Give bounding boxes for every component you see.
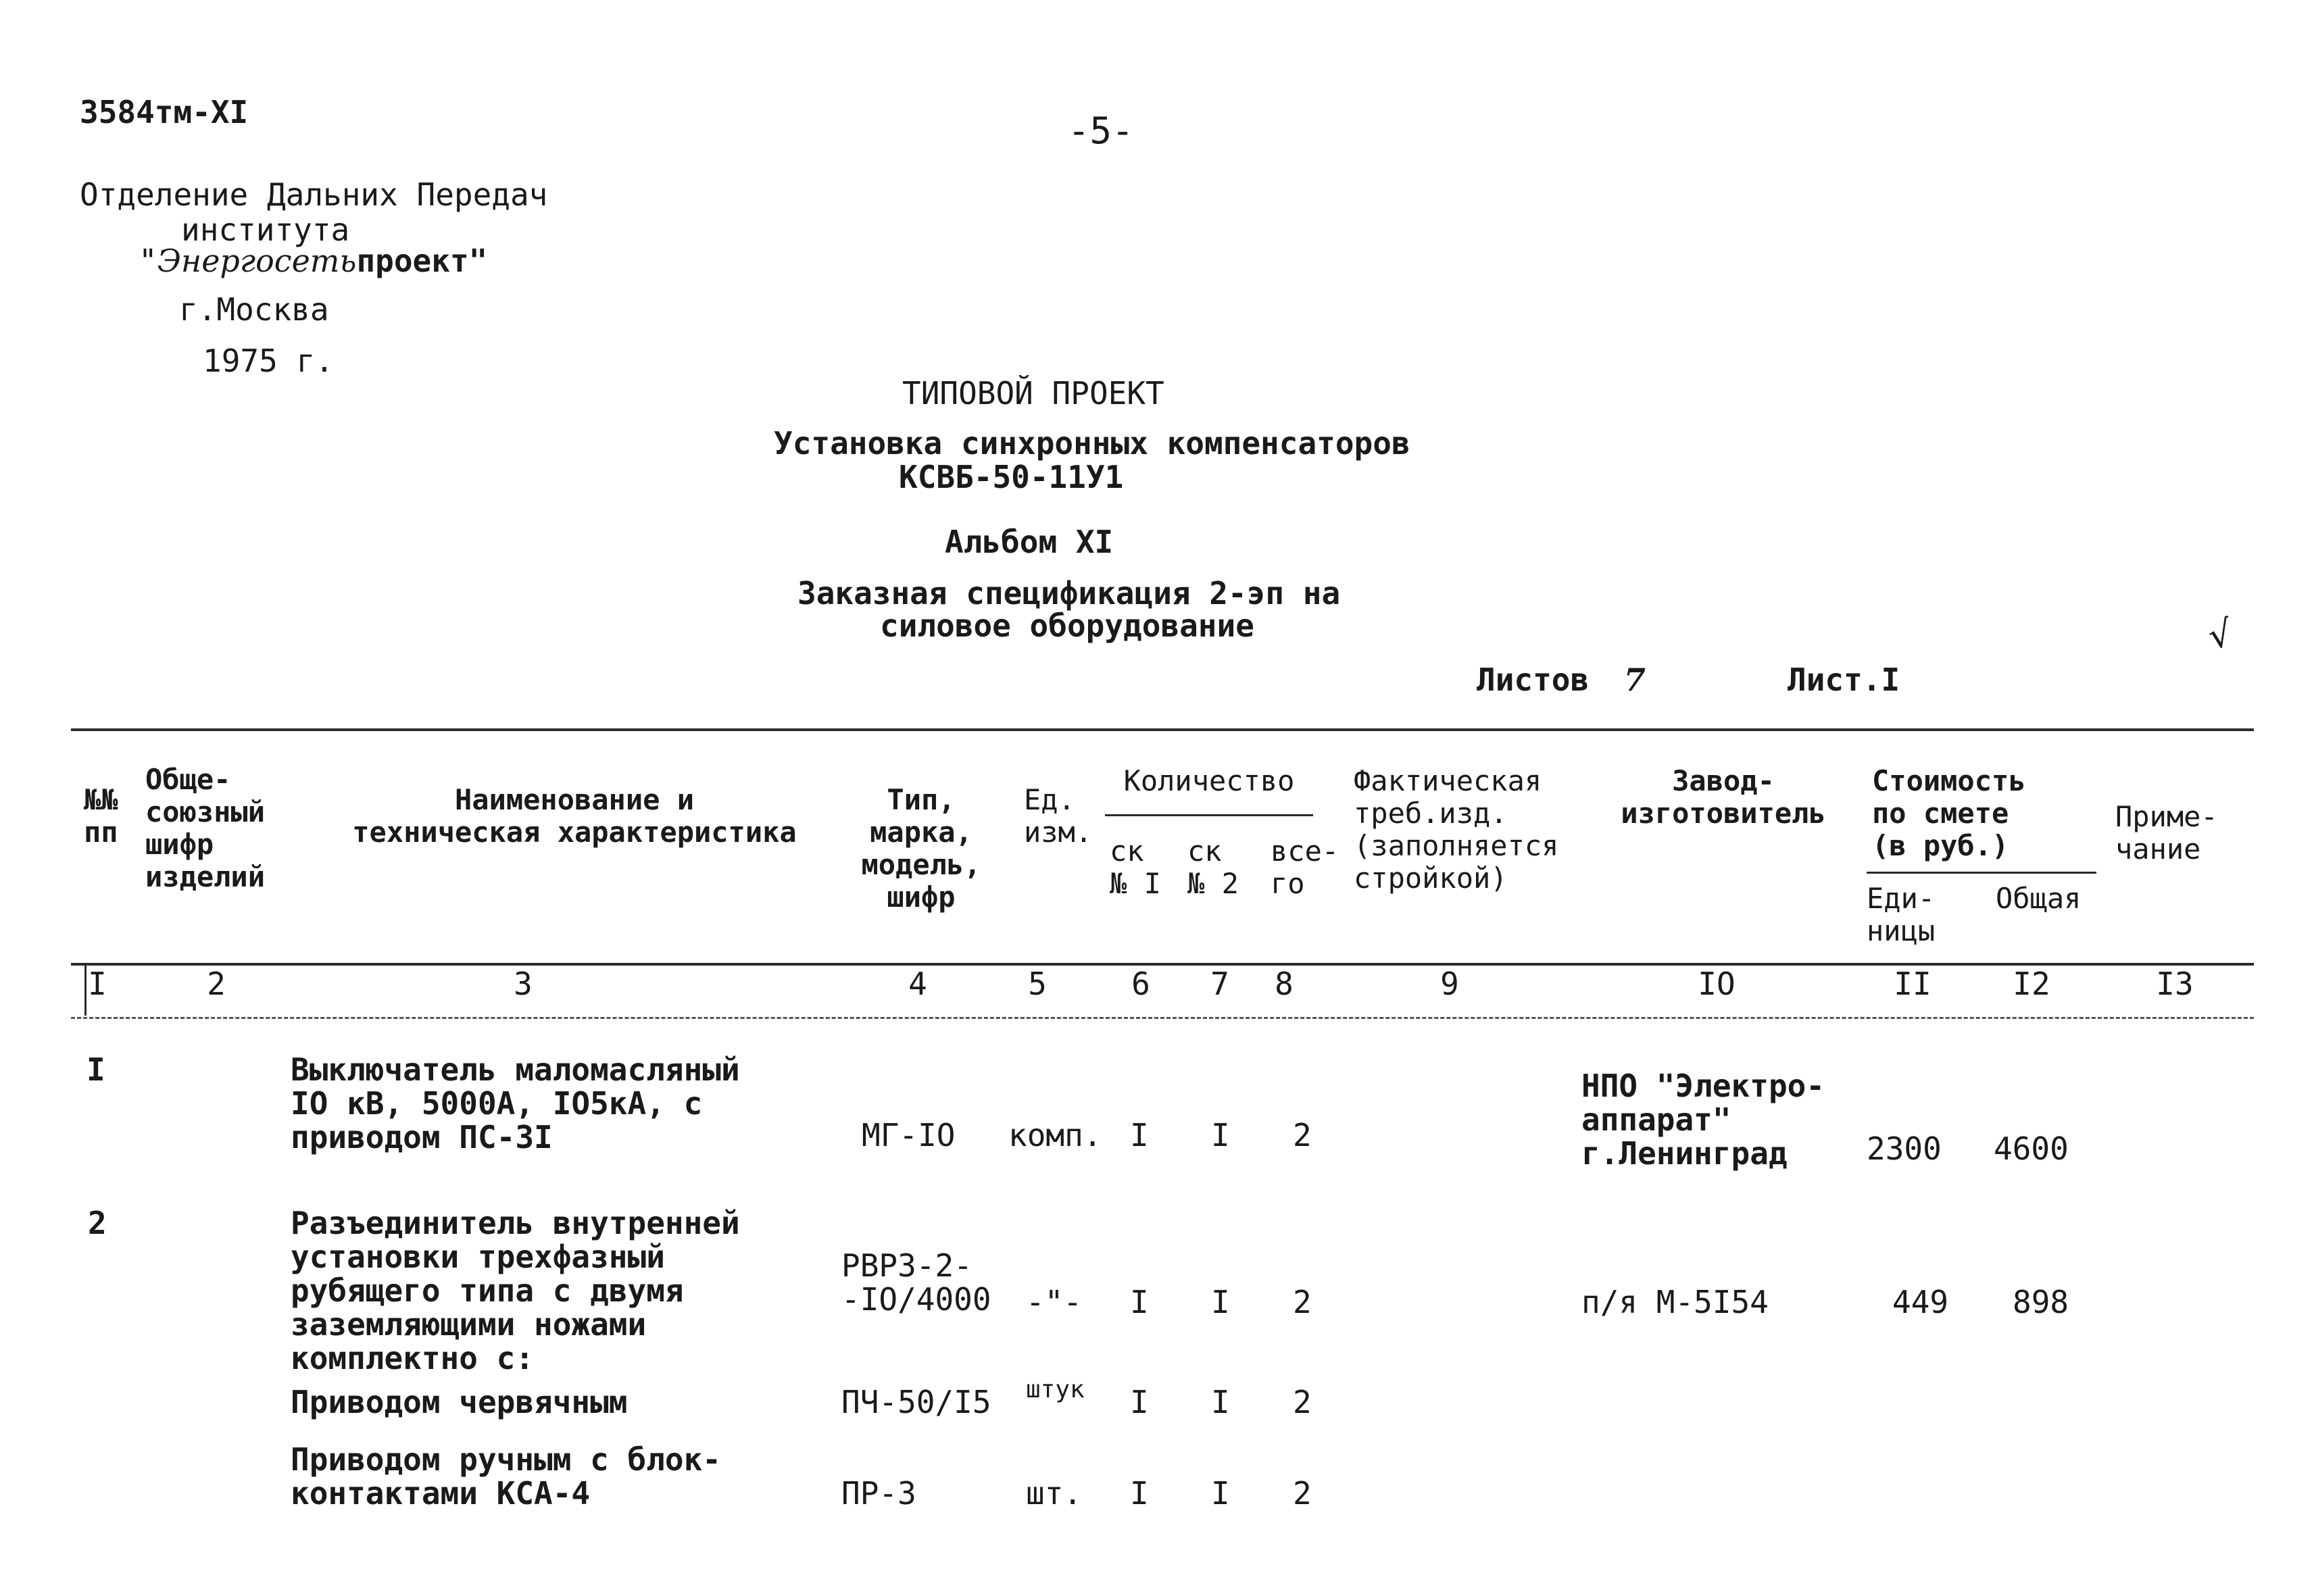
row-total-cost: 898	[2013, 1284, 2069, 1320]
cost-group-rule	[1867, 872, 2096, 874]
spec-line2: силовое оборудование	[880, 607, 1254, 644]
organization-line2: института	[181, 211, 350, 248]
row-unit: комп.	[1008, 1117, 1102, 1153]
row-type: МГ-IO	[862, 1117, 956, 1153]
header-item-name: Наименование и техническая характеристика	[352, 783, 797, 849]
colnum-11: II	[1894, 966, 1931, 1002]
institute-suffix: проект"	[356, 243, 488, 279]
header-qty-total: все- го	[1271, 834, 1339, 900]
row-qty-sk1: I	[1130, 1284, 1149, 1320]
colnum-1: I	[88, 966, 107, 1002]
header-quantity-group: Количество	[1123, 764, 1295, 797]
institute-prefix: "	[139, 243, 157, 279]
document-code: 3584тм-XI	[80, 94, 249, 130]
page-number: -5-	[1068, 109, 1134, 152]
row-number: I	[87, 1051, 105, 1088]
colnum-13: I3	[2156, 966, 2194, 1002]
row-item-name: Выключатель маломасляный IO кВ, 5000А, IO5кА, с приводом ПС-3I	[291, 1051, 740, 1155]
quantity-group-rule	[1105, 814, 1313, 816]
sheet-number	[1788, 662, 1900, 697]
header-qty-sk1: ск № I	[1110, 834, 1161, 900]
row-unit-cost: 449	[1892, 1284, 1949, 1320]
sheets-count	[1477, 662, 1646, 697]
row-qty-sk2: I	[1211, 1384, 1230, 1420]
row-qty-total: 2	[1293, 1475, 1312, 1512]
row-unit-cost: 2300	[1867, 1130, 1942, 1167]
spec-line1: Заказная спецификация 2-эп на	[797, 575, 1341, 612]
album: Альбом XI	[945, 524, 1114, 560]
row-unit: шт.	[1026, 1475, 1083, 1512]
institute-name	[139, 243, 487, 278]
header-type: Тип, марка, модель, шифр	[861, 783, 981, 914]
row-item-name: Приводом ручным с блок- контактами КСА-4	[291, 1441, 721, 1512]
colnum-4: 4	[908, 966, 927, 1002]
sheets-value: 7	[1623, 662, 1646, 698]
row-manufacturer: НПО "Электро- аппарат" г.Ленинград	[1581, 1068, 1825, 1172]
row-qty-sk2: I	[1211, 1284, 1230, 1320]
row-total-cost: 4600	[1994, 1130, 2069, 1167]
city: г.Москва	[179, 291, 329, 328]
row-qty-sk1: I	[1130, 1384, 1149, 1420]
row-manufacturer: п/я М-5I54	[1581, 1284, 1769, 1320]
header-row-number: №№ пп	[84, 783, 118, 849]
header-union-code: Обще- союзный шифр изделий	[145, 763, 266, 893]
colnum-7: 7	[1210, 966, 1229, 1002]
header-unit: Ед. изм.	[1024, 783, 1093, 849]
colnum-6: 6	[1131, 966, 1150, 1002]
sheet-label: Лист.	[1788, 662, 1881, 698]
table-top-rule	[71, 728, 2254, 731]
row-unit: -"-	[1026, 1284, 1083, 1320]
column-numbers-rule	[71, 1017, 2254, 1019]
row-qty-sk1: I	[1130, 1475, 1149, 1512]
row-type: РВРЗ-2- -IO/4000	[841, 1247, 991, 1318]
row-qty-sk1: I	[1130, 1117, 1149, 1153]
colnum-2: 2	[207, 966, 226, 1002]
header-actual-demand: Фактическая треб.изд. (заполняется стройкой)	[1354, 764, 1559, 895]
sheets-label: Листов	[1477, 662, 1590, 698]
project-name-line2: КСВБ-50-11У1	[899, 459, 1124, 495]
colnum-8: 8	[1275, 966, 1294, 1002]
header-manufacturer: Завод- изготовитель	[1621, 764, 1826, 830]
row-qty-total: 2	[1293, 1117, 1312, 1153]
colnum-10: IO	[1698, 966, 1736, 1002]
margin-mark: √	[2204, 612, 2236, 658]
institute-handwritten: Энергосеть	[157, 243, 357, 279]
row-item-name: Разъединитель внутренней установки трехфазный рубящего типа с двумя заземляющими ножами комплектно с:	[291, 1205, 740, 1376]
row-qty-total: 2	[1293, 1284, 1312, 1320]
row-type: ПР-3	[841, 1475, 916, 1512]
row-item-name: Приводом червячным	[291, 1384, 628, 1420]
row-qty-sk2: I	[1211, 1475, 1230, 1512]
row-qty-total: 2	[1293, 1384, 1312, 1420]
sheet-value: I	[1881, 662, 1900, 698]
header-cost-unit: Еди- ницы	[1867, 882, 1936, 947]
project-name-line1: Установка синхронных компенсаторов	[774, 425, 1410, 462]
project-type: ТИПОВОЙ ПРОЕКТ	[902, 375, 1164, 412]
row-unit: штук	[1026, 1376, 1085, 1403]
header-qty-sk2: ск № 2	[1187, 834, 1239, 900]
year: 1975 г.	[203, 343, 334, 379]
row-number: 2	[88, 1205, 107, 1241]
header-cost-group: Стоимость по смете (в руб.)	[1872, 764, 2026, 862]
colnum-9: 9	[1440, 966, 1459, 1002]
row-type: ПЧ-50/I5	[841, 1384, 991, 1420]
colnum-3: 3	[514, 966, 533, 1002]
header-note: Приме- чание	[2115, 800, 2218, 866]
header-cost-total: Общая	[1996, 882, 2082, 915]
organization-line1: Отделение Дальних Передач	[80, 176, 548, 213]
row-qty-sk2: I	[1211, 1117, 1230, 1153]
colnum-12: I2	[2013, 966, 2050, 1002]
colnum-5: 5	[1028, 966, 1047, 1002]
